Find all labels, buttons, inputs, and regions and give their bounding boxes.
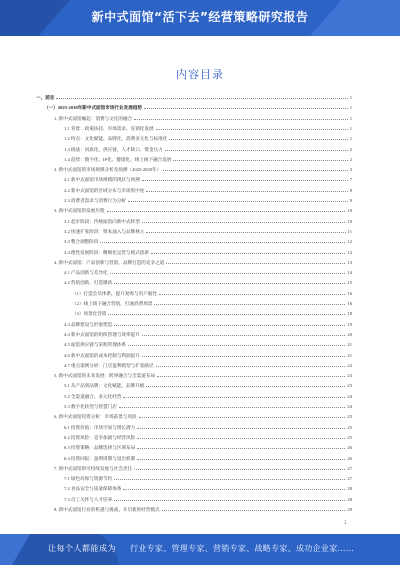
toc-entry-title: 3.2 快速扩张阶段：资本涌入与品牌林立 xyxy=(64,228,145,234)
toc-entry[interactable] xyxy=(72,298,352,306)
toc-entry-title: 3. 新中式面馆的发展历程 xyxy=(54,208,105,214)
toc-leader-dots xyxy=(134,119,348,120)
toc-entry-title: 1.3 挑战：同质化、供应链、人才缺口、资金压力 xyxy=(64,146,163,152)
toc-entry-page: 19 xyxy=(347,321,352,327)
toc-entry[interactable] xyxy=(64,174,352,182)
toc-entry[interactable] xyxy=(54,113,352,121)
toc-entry[interactable] xyxy=(64,144,352,152)
toc-entry-title: 7.3 员工关怀与人才培养 xyxy=(64,496,113,502)
toc-leader-dots xyxy=(142,356,346,357)
toc-leader-dots xyxy=(151,253,345,254)
toc-leader-dots xyxy=(114,283,345,284)
toc-entry-page: 28 xyxy=(347,496,352,502)
toc-entry[interactable] xyxy=(44,102,352,110)
toc-entry-page: 29 xyxy=(347,507,352,512)
toc-entry[interactable] xyxy=(64,277,352,285)
toc-entry-page: 27 xyxy=(347,465,352,471)
toc-entry-page: 3 xyxy=(349,167,352,173)
toc-leader-dots xyxy=(146,232,345,233)
toc-leader-dots xyxy=(146,191,347,192)
toc-entry-page: 13 xyxy=(347,259,352,265)
toc-entry-title: （1）打造会员体系，提升复购与用户黏性 xyxy=(72,290,157,296)
toc-entry-page: 12 xyxy=(347,239,352,245)
toc-entry-title: 6. 新中式面馆投资分析：市场前景与风险 xyxy=(54,414,137,420)
toc-entry[interactable] xyxy=(64,350,352,358)
toc-entry-page: 27 xyxy=(347,476,352,482)
toc-leader-dots xyxy=(165,150,348,151)
toc-entry-title: 8. 新中式面馆行业的机遇与挑战，开启新的经营模式 xyxy=(54,507,160,512)
toc-entry-page: 18 xyxy=(347,311,352,317)
toc-leader-dots xyxy=(137,448,345,449)
toc-leader-dots xyxy=(137,459,345,460)
toc-leader-dots xyxy=(114,479,345,480)
toc-entry[interactable] xyxy=(54,205,352,213)
toc-entry-title: 3.1 起步阶段：传统面馆向新中式转型 xyxy=(64,218,140,224)
toc-entry-page: 9 xyxy=(349,198,352,203)
toc-leader-dots xyxy=(137,438,345,439)
toc-entry-title: 3.4 理性发展阶段：精细化运营与模式创新 xyxy=(64,249,149,255)
toc-entry[interactable] xyxy=(64,123,352,131)
toc-entry-page: 23 xyxy=(347,383,352,389)
toc-entry-title: 2.1 新中式面馆市场规模的现状与预测 xyxy=(64,177,140,183)
toc-entry-title: 4.7 重点案例分析：门店盈利模型与扩张路径 xyxy=(64,362,154,368)
toc-leader-dots xyxy=(108,314,345,315)
toc-entry-page: 1 xyxy=(349,105,352,111)
toc-leader-dots xyxy=(137,428,345,429)
toc-entry[interactable] xyxy=(64,473,352,481)
footer-slogan: 让每个人都能成为 xyxy=(48,544,116,553)
toc-entry-title: 5.2 全渠道融合、多元化经营 xyxy=(64,393,122,399)
toc-entry-page: 1 xyxy=(349,95,352,100)
toc-entry-title: 3.3 整合调整阶段 xyxy=(64,239,99,245)
toc-leader-dots xyxy=(166,263,345,264)
toc-leader-dots xyxy=(128,201,348,202)
toc-entry-page: 16 xyxy=(347,290,352,296)
toc-leader-dots xyxy=(169,139,347,140)
toc-entry-title: 1.1 背景：政策扶持、市场需求、连锁化发展 xyxy=(64,125,154,131)
toc-entry-title: 6.2 投资风险：竞争加剧与经营风险 xyxy=(64,434,136,440)
toc-entry-title: 1.4 趋势：数字化、IP化、健康化、线上线下融合发展 xyxy=(64,156,172,162)
toc-leader-dots xyxy=(173,160,347,161)
toc-entry[interactable] xyxy=(54,411,352,419)
toc-leader-dots xyxy=(128,345,345,346)
toc-entry[interactable] xyxy=(64,329,352,337)
toc-entry[interactable] xyxy=(54,257,352,265)
toc-entry-page: 26 xyxy=(347,445,352,451)
toc-entry-page: 12 xyxy=(347,249,352,255)
toc-entry-page: 11 xyxy=(347,228,352,234)
toc-entry-title: 4.4 新中式面馆的组织管理与效率提升 xyxy=(64,331,140,337)
toc-entry-title: 2.2 新中式面馆的区域分布与市场集中度 xyxy=(64,187,145,193)
toc-entry[interactable] xyxy=(64,133,352,141)
toc-entry[interactable] xyxy=(54,370,352,378)
toc-entry[interactable] xyxy=(72,288,352,296)
toc-entry-page: 16 xyxy=(347,301,352,306)
toc-entry-title: 6.1 投资价值：市场空间与增长潜力 xyxy=(64,424,136,430)
toc-leader-dots xyxy=(114,325,345,326)
toc-leader-dots xyxy=(139,417,346,418)
toc-leader-dots xyxy=(146,386,345,387)
toc-entry-page: 26 xyxy=(347,455,352,461)
toc-leader-dots xyxy=(157,376,345,377)
toc-leader-dots xyxy=(142,335,346,336)
toc-entry-page: 22 xyxy=(347,362,352,368)
toc-entry-page: 23 xyxy=(347,373,352,379)
toc-leader-dots xyxy=(123,489,345,490)
toc-entry-page: 10 xyxy=(347,218,352,224)
toc-entry[interactable] xyxy=(64,380,352,388)
toc-entry-page: 2 xyxy=(349,156,352,162)
toc-entry[interactable] xyxy=(64,216,352,224)
toc-entry[interactable] xyxy=(64,319,352,327)
toc-heading: 内容目录 xyxy=(176,68,224,81)
toc-entry[interactable] xyxy=(64,391,352,399)
toc-entry-page: 25 xyxy=(347,424,352,430)
toc-entry-page: 1 xyxy=(349,136,352,142)
toc-entry[interactable] xyxy=(64,226,352,234)
document-footer xyxy=(0,534,400,565)
document-header xyxy=(0,0,400,36)
page-number: 1 xyxy=(344,520,347,525)
toc-entry-page: 8 xyxy=(349,187,352,193)
toc-entry-page: 10 xyxy=(347,208,352,214)
toc-entry[interactable] xyxy=(64,401,352,409)
toc-entry-page: 2 xyxy=(349,146,352,152)
toc-entry[interactable] xyxy=(64,360,352,368)
toc-leader-dots xyxy=(144,108,348,109)
toc-leader-dots xyxy=(162,510,346,511)
toc-leader-dots xyxy=(107,211,346,212)
toc-entry[interactable] xyxy=(64,195,352,203)
toc-entry-title: 6.3 投资策略：品牌选择与区域布局 xyxy=(64,445,136,451)
toc-entry-page: 24 xyxy=(347,393,352,399)
toc-entry-title: 7.2 食品安全与质量保障体系 xyxy=(64,486,122,492)
toc-entry[interactable] xyxy=(54,463,352,471)
toc-entry[interactable] xyxy=(64,432,352,440)
toc-entry-page: 1 xyxy=(349,125,352,131)
toc-leader-dots xyxy=(156,366,346,367)
toc-leader-dots xyxy=(114,500,345,501)
toc-entry[interactable] xyxy=(54,504,352,512)
toc-leader-dots xyxy=(100,242,345,243)
toc-entry-title: 5.1 从产品到品牌：文化赋能、品牌升级 xyxy=(64,383,145,389)
toc-entry-page: 25 xyxy=(347,414,352,420)
toc-entry-title: 4.3 品牌建设与形象塑造 xyxy=(64,321,113,327)
toc-entry-page: 28 xyxy=(347,486,352,492)
toc-entry[interactable] xyxy=(64,267,352,275)
toc-entry-title: 7.1 绿色环保与资源节约 xyxy=(64,476,113,482)
toc-leader-dots xyxy=(110,273,346,274)
toc-entry-title: 2.3 消费者需求与消费行为分析 xyxy=(64,198,127,203)
toc-entry-page: 15 xyxy=(347,280,352,286)
toc-entry[interactable] xyxy=(36,92,352,100)
toc-leader-dots xyxy=(156,129,348,130)
toc-entry-title: （一）2025-2030年新中式面馆市场行业发展趋势 xyxy=(44,105,143,111)
toc-entry-page: 1 xyxy=(349,115,352,121)
toc-entry[interactable] xyxy=(64,494,352,502)
toc-entry-title: 7. 新中式面馆的可持续发展与社会责任 xyxy=(54,465,133,471)
toc-entry[interactable] xyxy=(72,308,352,316)
toc-entry-title: 6.4 投资回报：盈利周期与退出机制 xyxy=(64,455,136,461)
toc-entry-title: 1.2 特点：文化赋能、品牌化、消费多元化与标准化 xyxy=(64,136,168,142)
toc-leader-dots xyxy=(56,98,347,99)
toc-entry-page: 21 xyxy=(347,342,352,348)
toc-entry-title: （2）线上线下融合营销，打通消费场景 xyxy=(72,301,153,306)
toc-entry-title: 4. 新中式面馆：产品创新与营销、品牌打造的竞争之道 xyxy=(54,259,165,265)
toc-leader-dots xyxy=(159,294,345,295)
toc-leader-dots xyxy=(154,304,345,305)
toc-leader-dots xyxy=(134,469,345,470)
toc-entry-page: 20 xyxy=(347,331,352,337)
toc-entry[interactable] xyxy=(64,247,352,255)
toc-leader-dots xyxy=(142,180,348,181)
toc-entry[interactable] xyxy=(64,236,352,244)
toc-entry[interactable] xyxy=(64,442,352,450)
toc-entry-title: 4.2 营销创新，打造爆款 xyxy=(64,280,113,286)
toc-entry-title: 5. 新中式面馆的未来发展：跨界融合与全渠道布局 xyxy=(54,373,156,379)
toc-entry-title: 5.3 数字化转型与智慧门店 xyxy=(64,404,117,409)
toc-entry-page: 21 xyxy=(347,352,352,358)
footer-roles: 行业专家、管理专家、营销专家、战略专家、成功企业家…… xyxy=(130,544,355,553)
toc-entry-title: 2. 新中式面馆的市场规模分析及预测（2025-2030年） xyxy=(54,167,162,173)
toc-leader-dots xyxy=(163,170,348,171)
document-title: 新中式面馆“活下去”经营策略研究报告 xyxy=(91,10,309,24)
toc-leader-dots xyxy=(142,222,346,223)
toc-entry[interactable] xyxy=(64,339,352,347)
toc-entry-page: 24 xyxy=(347,404,352,409)
toc-leader-dots xyxy=(119,407,346,408)
toc-leader-dots xyxy=(123,397,345,398)
toc-entry-page: 7 xyxy=(349,177,352,183)
toc-entry[interactable] xyxy=(64,422,352,430)
toc-entry-page: 25 xyxy=(347,434,352,440)
toc-entry-page: 14 xyxy=(347,270,352,276)
toc-entry-title: 4.5 面馆供应链与采购管理体系 xyxy=(64,342,127,348)
toc-entry-title: 1. 新中式面馆崛起：消费与文化的融合 xyxy=(54,115,133,121)
toc-entry-title: 一、前言 xyxy=(36,95,55,100)
toc-entry[interactable] xyxy=(64,453,352,461)
toc-entry[interactable] xyxy=(64,154,352,162)
toc-entry[interactable] xyxy=(64,185,352,193)
toc-entry-title: 4.1 产品创新与差异化 xyxy=(64,270,108,276)
toc-entry[interactable] xyxy=(64,483,352,491)
toc-entry-title: （3）场景化营销 xyxy=(72,311,107,317)
toc-entry[interactable] xyxy=(54,164,352,172)
toc-entry-title: 4.6 新中式面馆的成本控制与利润提升 xyxy=(64,352,140,358)
